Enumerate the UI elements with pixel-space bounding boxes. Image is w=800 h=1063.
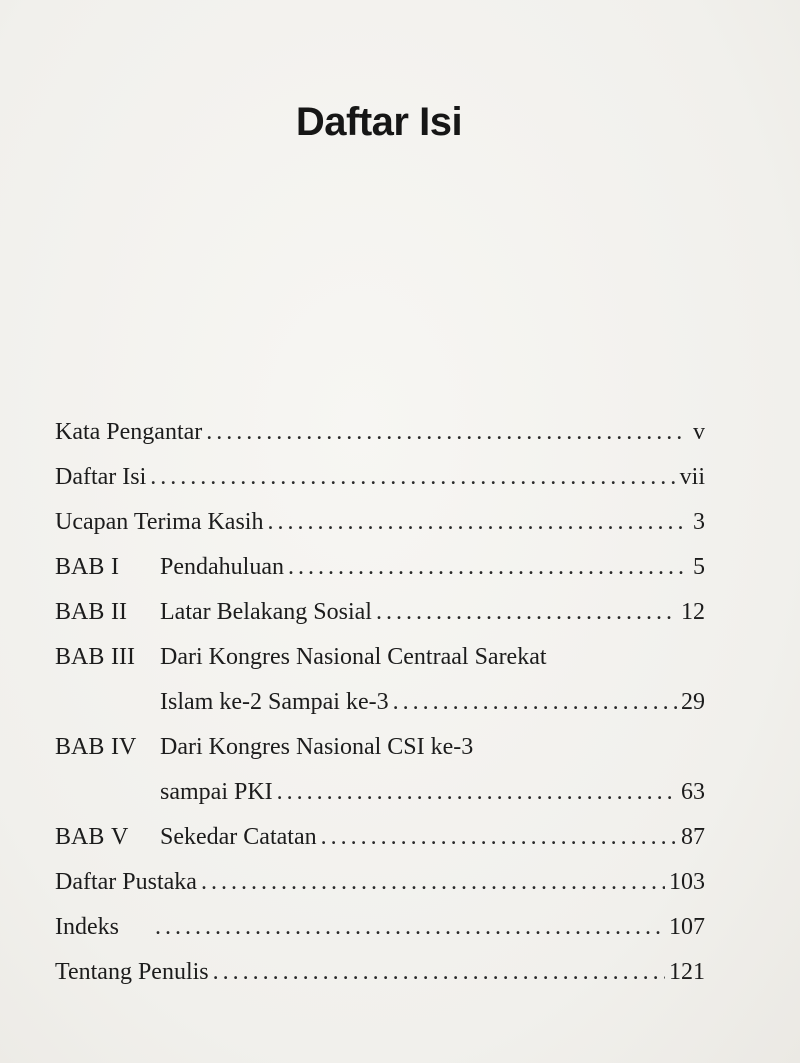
chapter-number: V [111, 824, 129, 850]
dot-leader [288, 545, 683, 590]
toc-entry-bab-4-continued [55, 770, 705, 815]
toc-page-number: 103 [669, 869, 705, 895]
toc-entry-indeks [55, 905, 705, 950]
chapter-marker [55, 815, 160, 860]
chapter-number: IV [111, 734, 137, 760]
toc-entry-bab-2 [55, 590, 705, 635]
dot-leader [376, 590, 677, 635]
toc-page-number: vii [679, 464, 705, 490]
toc-page-number: 87 [681, 824, 705, 850]
toc-page-number: 29 [681, 689, 705, 715]
toc-entry-label-continued: sampai PKI [160, 779, 273, 805]
toc-page-number: 107 [669, 914, 705, 940]
toc-entry-label: Latar Belakang Sosial [160, 599, 372, 625]
toc-entry-label: Sekedar Catatan [160, 824, 317, 850]
dot-leader [213, 950, 665, 995]
toc-entry-label: Tentang Penulis [55, 959, 209, 985]
chapter-word: BAB [55, 734, 105, 760]
toc-entry-label-continued: Islam ke-2 Sampai ke-3 [160, 689, 389, 715]
toc-entry-label: Pendahuluan [160, 554, 284, 580]
toc-entry-bab-3-continued [55, 680, 705, 725]
toc-entry-daftar-pustaka [55, 860, 705, 905]
toc-entry-label: Daftar Isi [55, 464, 147, 490]
toc-entry-label: Indeks [55, 914, 119, 940]
dot-leader [206, 410, 683, 455]
chapter-number: III [111, 644, 135, 670]
toc-entry-label: Kata Pengantar [55, 419, 203, 445]
toc-page-number: 3 [693, 509, 705, 535]
page-title: Daftar Isi [295, 100, 463, 144]
toc-page-number: 5 [693, 554, 705, 580]
toc-entry-bab-4 [55, 725, 705, 770]
toc-entry-label: Dari Kongres Nasional CSI ke-3 [160, 734, 474, 760]
dot-leader [321, 815, 677, 860]
chapter-number: II [111, 599, 127, 625]
dot-leader [201, 860, 665, 905]
toc-entry-label: Daftar Pustaka [55, 869, 197, 895]
chapter-word: BAB [55, 599, 105, 625]
toc-page-number: v [693, 419, 705, 445]
dot-leader [150, 455, 675, 500]
chapter-number: I [111, 554, 119, 580]
toc-entry-tentang-penulis [55, 950, 705, 995]
chapter-marker [55, 590, 160, 635]
toc-entry-ucapan-terima-kasih [55, 500, 705, 545]
chapter-marker [55, 545, 160, 590]
toc-entry-label: Ucapan Terima Kasih [55, 509, 264, 535]
dot-leader [155, 905, 665, 950]
chapter-word: BAB [55, 824, 105, 850]
dot-leader [393, 680, 677, 725]
chapter-marker [55, 635, 160, 680]
chapter-word: BAB [55, 554, 105, 580]
chapter-word: BAB [55, 644, 105, 670]
toc-entry-bab-3 [55, 635, 705, 680]
table-of-contents [55, 410, 705, 995]
chapter-marker [55, 725, 160, 770]
dot-leader [277, 770, 677, 815]
toc-entry-bab-1 [55, 545, 705, 590]
toc-entry-label: Dari Kongres Nasional Centraal Sarekat [160, 644, 547, 670]
toc-page-number: 121 [669, 959, 705, 985]
toc-entry-bab-5 [55, 815, 705, 860]
toc-page-number: 63 [681, 779, 705, 805]
dot-leader [267, 500, 683, 545]
toc-entry-kata-pengantar [55, 410, 705, 455]
toc-entry-daftar-isi [55, 455, 705, 500]
toc-page-number: 12 [681, 599, 705, 625]
